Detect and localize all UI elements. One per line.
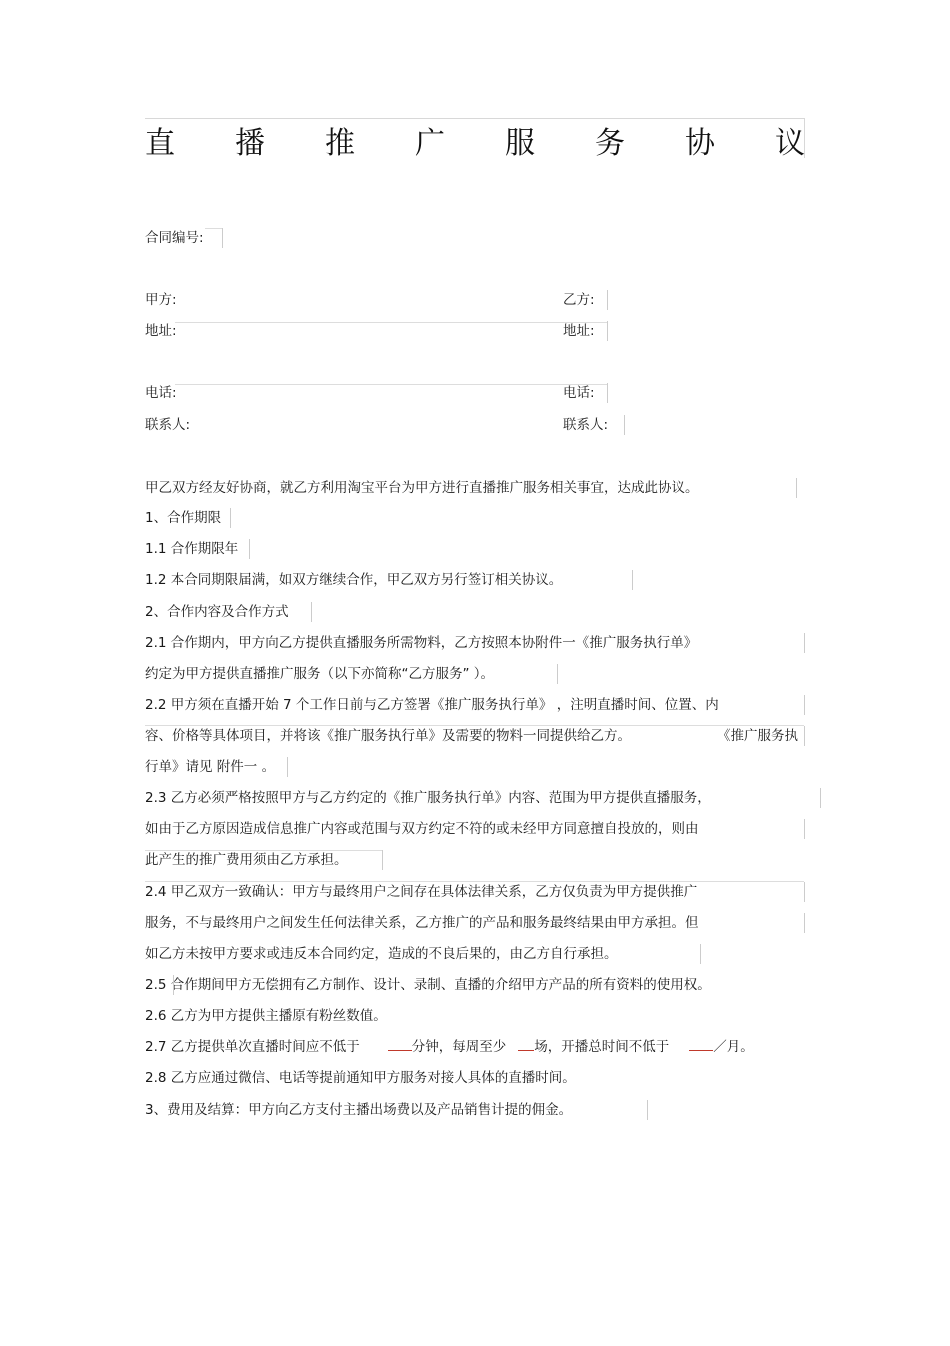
clause-2-2-line-1: 2.2 甲方须在直播开始 7 个工作日前与乙方签署《推广服务执行单》 ，注明直播时间、位置、内 [145,697,719,713]
field-divider [804,882,805,902]
section-3: 3、费用及结算：甲方向乙方支付主播出场费以及产品销售计提的佣金。 [145,1102,573,1118]
field-divider [607,290,608,310]
clause-2-8: 2.8 乙方应通过微信、电话等提前通知甲方服务对接人具体的直播时间。 [145,1070,576,1086]
sessions-per-week-blank [518,1038,534,1051]
field-divider [804,726,805,746]
field-divider [249,539,250,559]
title-char: 推 [325,126,355,161]
field-divider [145,881,804,882]
field-divider [145,725,804,726]
clause-2-7-part-4: ／月。 [713,1039,754,1055]
clause-2-1-line-1: 2.1 合作期内，甲方向乙方提供直播服务所需物料，乙方按照本协附件一《推广服务执行单》 [145,635,698,651]
field-divider [700,944,701,964]
clause-2-5: 2.5 合作期间甲方无偿拥有乙方制作、设计、录制、直播的介绍甲方产品的所有资料的使用权。 [145,977,711,993]
field-divider [796,478,797,498]
monthly-hours-blank [689,1038,713,1051]
intro-paragraph: 甲乙双方经友好协商，就乙方利用淘宝平台为甲方进行直播推广服务相关事宜，达成此协议。 [145,480,699,496]
title-char: 广 [415,126,445,161]
clause-2-4-line-3: 如乙方未按甲方要求或违反本合同约定，造成的不良后果的，由乙方自行承担。 [145,946,618,962]
party-b-name-label: 乙方: [563,292,595,308]
contract-number-label: 合同编号: [145,230,204,246]
field-divider [647,1100,648,1120]
field-divider [230,508,231,528]
section-2-heading: 2、合作内容及合作方式 [145,604,289,620]
clause-2-7-part-1: 2.7 乙方提供单次直播时间应不低于 [145,1039,360,1055]
clause-2-2-line-3: 行单》请见 附件一 。 [145,759,276,775]
field-divider [205,228,222,229]
clause-2-2-line-2-right: 《推广服务执 [717,728,798,744]
duration-minutes-blank [388,1038,412,1051]
field-divider [804,695,805,715]
clause-2-1-line-2: 约定为甲方提供直播推广服务（以下亦简称“乙方服务” ）。 [145,666,495,682]
clause-2-3-line-1: 2.3 乙方必须严格按照甲方与乙方约定的《推广服务执行单》内容、范围为甲方提供直播服务， [145,790,711,806]
party-b-phone-label: 电话: [563,385,595,401]
clause-2-7 [145,1038,754,1056]
clause-2-7-part-2: 分钟，每周至少 [411,1039,507,1055]
clause-1-1: 1.1 合作期限年 [145,541,239,557]
party-a-contact-label: 联系人: [145,417,191,433]
title-char: 协 [685,126,715,161]
field-divider [175,384,607,385]
title-char: 议 [775,126,805,161]
field-divider [287,757,288,777]
title-char: 直 [145,126,175,161]
title-char: 播 [235,126,265,161]
clause-2-7-part-3: 场，开播总时间不低于 [534,1039,670,1055]
field-divider [804,913,805,933]
clause-2-3-line-2: 如由于乙方原因造成信息推广内容或范围与双方约定不符的或未经甲方同意擅自投放的，则由 [145,821,699,837]
field-divider [607,383,608,403]
field-divider [632,570,633,590]
party-b-address-label: 地址: [563,323,595,339]
clause-2-4-line-2: 服务，不与最终用户之间发生任何法律关系，乙方推广的产品和服务最终结果由甲方承担。但 [145,915,699,931]
field-divider [557,664,558,684]
field-divider [222,228,223,248]
clause-2-4-line-1: 2.4 甲乙双方一致确认：甲方与最终用户之间存在具体法律关系，乙方仅负责为甲方提供推广 [145,884,698,900]
clause-2-2-line-2: 容、价格等具体项目，并将该《推广服务执行单》及需要的物料一同提供给乙方。 [145,728,631,744]
title-char: 服 [505,126,535,161]
field-divider [382,850,383,870]
party-a-phone-label: 电话: [145,385,177,401]
document-title [145,120,805,160]
field-divider [804,633,805,653]
field-divider [820,788,821,808]
party-a-address-label: 地址: [145,323,177,339]
clause-1-2: 1.2 本合同期限届满，如双方继续合作，甲乙双方另行签订相关协议。 [145,572,563,588]
party-b-contact-label: 联系人: [563,417,609,433]
field-divider [311,602,312,622]
section-1-heading: 1、合作期限 [145,510,222,526]
clause-2-6: 2.6 乙方为甲方提供主播原有粉丝数值。 [145,1008,387,1024]
field-divider [173,975,174,995]
title-char: 务 [595,126,625,161]
field-divider [175,322,607,323]
field-divider [624,415,625,435]
party-a-name-label: 甲方: [145,292,177,308]
clause-2-3-line-3: 此产生的推广费用须由乙方承担。 [145,852,348,868]
field-divider [804,819,805,839]
field-divider [607,321,608,341]
